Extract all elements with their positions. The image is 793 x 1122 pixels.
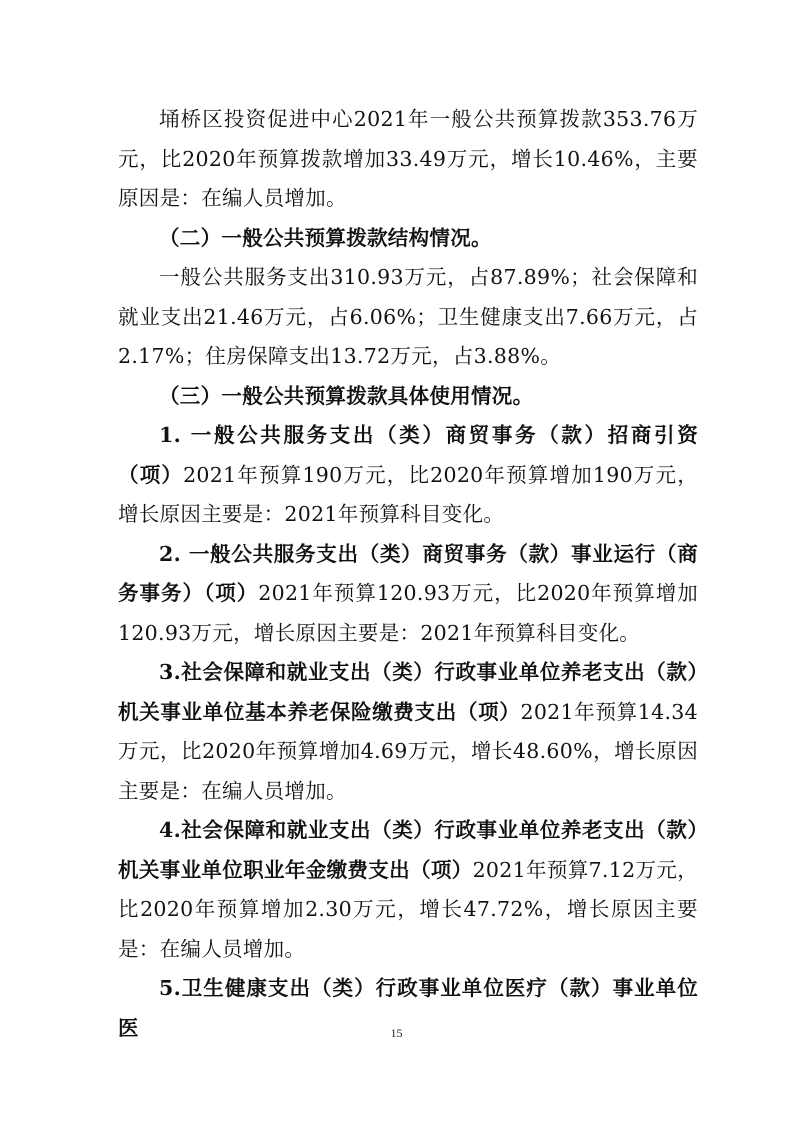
item-2-title: 2. 一般公共服务支出（类）商贸事务（款）事业运行（商务事务）（项） bbox=[118, 541, 698, 605]
body-text bbox=[118, 100, 698, 1048]
item-2 bbox=[118, 535, 698, 654]
item-2-body: 2021年预算120.93万元，比2020年预算增加120.93万元，增长原因主要是：2021年预算科目变化。 bbox=[118, 581, 698, 645]
paragraph-budget-summary: 埇桥区投资促进中心2021年一般公共预算拨款353.76万元，比2020年预算拨款增加33.49万元，增长10.46%，主要原因是：在编人员增加。 bbox=[118, 107, 698, 210]
heading-usage: （三）一般公共预算拨款具体使用情况。 bbox=[159, 383, 534, 408]
item-1 bbox=[118, 416, 698, 535]
item-1-title: 1. 一般公共服务支出（类）商贸事务（款）招商引资（项） bbox=[118, 423, 698, 487]
page-number: 15 bbox=[390, 1026, 403, 1040]
item-4-title: 4.社会保障和就业支出（类）行政事业单位养老支出（款）机关事业单位职业年金缴费支出（项） bbox=[118, 818, 698, 882]
item-4 bbox=[118, 811, 698, 969]
item-4-body: 2021年预算7.12万元，比2020年预算增加2.30万元，增长47.72%，增长原因主要是：在编人员增加。 bbox=[118, 857, 698, 961]
item-3-body: 2021年预算14.34万元，比2020年预算增加4.69万元，增长48.60%，增长原因主要是：在编人员增加。 bbox=[118, 699, 698, 803]
item-5-title: 5.卫生健康支出（类）行政事业单位医疗（款）事业单位医 bbox=[118, 976, 698, 1040]
paragraph-structure: 一般公共服务支出310.93万元，占87.89%；社会保障和就业支出21.46万元，占6.06%；卫生健康支出7.66万元，占2.17%；住房保障支出13.72万元，占3.88%。 bbox=[118, 265, 698, 368]
item-1-body: 2021年预算190万元，比2020年预算增加190万元，增长原因主要是：2021年预算科目变化。 bbox=[118, 462, 699, 526]
item-3-title: 3.社会保障和就业支出（类）行政事业单位养老支出（款）机关事业单位基本养老保险缴费支出（项） bbox=[118, 660, 698, 724]
heading-structure: （二）一般公共预算拨款结构情况。 bbox=[159, 225, 492, 250]
item-3 bbox=[118, 653, 698, 811]
